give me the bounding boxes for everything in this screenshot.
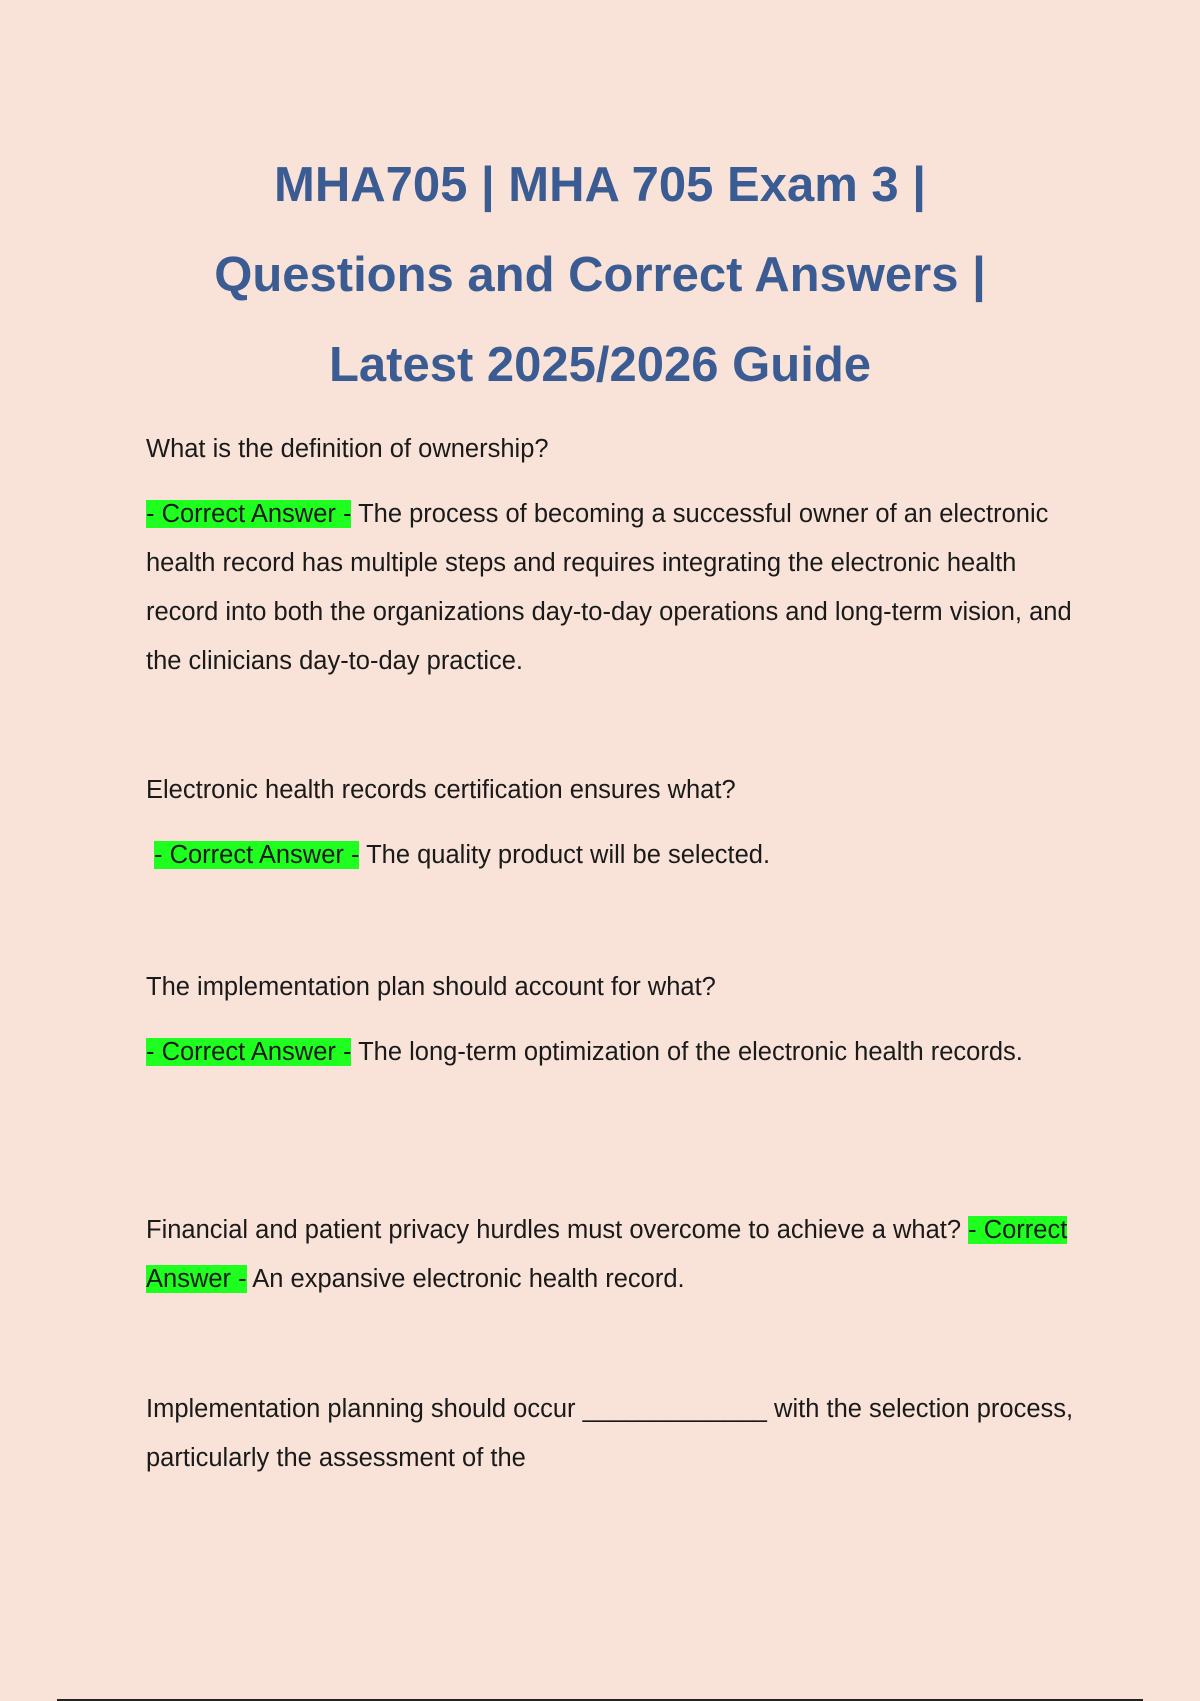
question-text — [146, 1206, 1076, 1304]
answer-body: An expansive electronic health record. — [246, 1265, 685, 1293]
answer-body: The long-term optimization of the electronic health records. — [351, 1038, 1023, 1066]
answer-text — [146, 490, 1076, 686]
question-text: The implementation plan should account for what? — [146, 973, 716, 1001]
correct-answer-highlight: - Correct Answer - — [154, 841, 360, 869]
correct-answer-highlight: - Correct Answer - — [146, 1038, 352, 1066]
qa-item-2 — [146, 766, 1076, 880]
correct-answer-highlight: - Correct Answer - — [146, 500, 352, 528]
answer-body: The quality product will be selected. — [359, 841, 771, 869]
qa-item-4 — [146, 1206, 1076, 1304]
answer-text — [146, 1028, 1076, 1077]
qa-item-1 — [146, 425, 1076, 686]
question-text: What is the definition of ownership? — [146, 435, 549, 463]
title-line-2: Questions and Correct Answers | — [214, 248, 986, 302]
title-line-3: Latest 2025/2026 Guide — [328, 338, 871, 392]
question-text: Implementation planning should occur _____________ with the selection process, particularly the assessment of the — [146, 1395, 1074, 1472]
answer-body: The process of becoming a successful owner of an electronic health record has multiple steps and requires integrating the electronic health record into both the organizations day-to-day operations and long-term vision, and the clinicians day-to-day practice. — [146, 500, 1072, 675]
correct-answer-highlight: - Correct Answer - — [146, 1216, 1068, 1293]
title-line-1: MHA705 | MHA 705 Exam 3 | — [274, 158, 926, 212]
page-title — [120, 140, 1080, 410]
qa-item-5 — [146, 1385, 1076, 1483]
qa-item-3 — [146, 963, 1076, 1077]
answer-text — [146, 831, 1076, 880]
question-body: Financial and patient privacy hurdles must overcome to achieve a what? — [146, 1216, 962, 1244]
question-text: Electronic health records certification ensures what? — [146, 776, 736, 804]
